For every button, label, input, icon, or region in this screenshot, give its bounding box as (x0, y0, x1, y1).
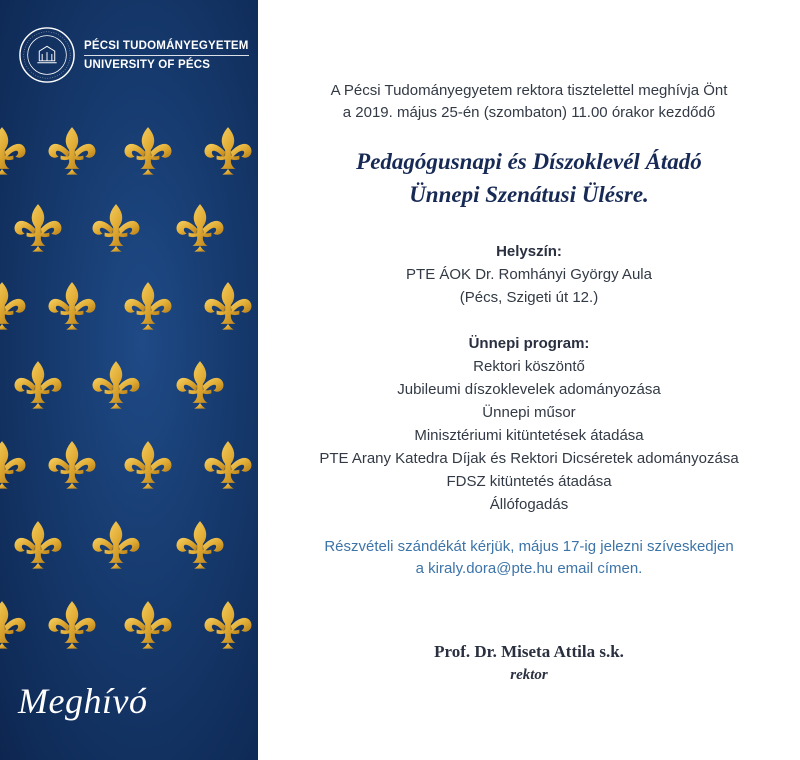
event-title-line-1: Pedagógusnapi és Díszoklevél Átadó (356, 149, 702, 174)
university-seal-icon (18, 26, 76, 84)
fleur-de-lis-icon (205, 601, 252, 649)
university-name-hu: PÉCSI TUDOMÁNYEGYETEM (84, 40, 249, 56)
signatory-name: Prof. Dr. Miseta Attila s.k. (434, 642, 624, 661)
intro-text (258, 80, 800, 124)
fleur-de-lis-icon (177, 521, 224, 569)
rsvp-suffix: email címen. (553, 560, 643, 577)
rsvp-line-1: Részvételi szándékát kérjük, május 17-ig jelezni szíveskedjen (324, 538, 734, 555)
signature-block (258, 640, 800, 686)
fleur-de-lis-icon (15, 361, 62, 409)
program-item: FDSZ kitüntetés átadása (446, 473, 612, 490)
program-item: Jubileumi díszoklevelek adományozása (397, 381, 661, 398)
fleur-de-lis-icon (49, 601, 96, 649)
fleur-de-lis-icon (15, 521, 62, 569)
program-heading: Ünnepi program: (468, 335, 590, 352)
fleur-de-lis-icon (0, 127, 25, 175)
rsvp-email-link[interactable]: kiraly.dora@pte.hu (428, 560, 554, 577)
fleur-de-lis-icon (93, 521, 140, 569)
fleur-de-lis-icon (49, 441, 96, 489)
intro-line-2: a 2019. május 25-én (szombaton) 11.00 órakor kezdődő (342, 104, 716, 121)
decorative-side-panel (0, 0, 258, 760)
rsvp-section (258, 536, 800, 580)
program-section (258, 332, 800, 516)
fleur-de-lis-icon (0, 441, 25, 489)
venue-heading: Helyszín: (496, 243, 562, 260)
program-item: Ünnepi műsor (482, 404, 576, 421)
fleur-de-lis-icon (49, 282, 96, 330)
fleur-de-lis-icon (0, 282, 25, 330)
program-item: Rektori köszöntő (473, 358, 585, 375)
program-item: Állófogadás (489, 496, 569, 513)
fleur-de-lis-icon (125, 601, 172, 649)
program-item: PTE Arany Katedra Díjak és Rektori Dicséretek adományozása (319, 450, 739, 467)
event-title (258, 145, 800, 211)
fleur-de-lis-icon (93, 204, 140, 252)
invitation-content (258, 0, 800, 760)
fleur-de-lis-pattern (0, 0, 258, 760)
fleur-de-lis-icon (93, 361, 140, 409)
rsvp-prefix: a (415, 560, 429, 577)
program-item: Minisztériumi kitüntetések átadása (414, 427, 644, 444)
fleur-de-lis-icon (0, 601, 25, 649)
university-name-en: UNIVERSITY OF PÉCS (84, 58, 211, 71)
venue-section (258, 240, 800, 309)
intro-line-1: A Pécsi Tudományegyetem rektora tisztelettel meghívja Önt (330, 82, 728, 99)
fleur-de-lis-icon (205, 441, 252, 489)
event-title-line-2: Ünnepi Szenátusi Ülésre. (409, 182, 649, 207)
fleur-de-lis-icon (205, 127, 252, 175)
university-logo (18, 26, 249, 84)
venue-line-2: (Pécs, Szigeti út 12.) (459, 289, 599, 306)
invitation-label: Meghívó (18, 681, 148, 721)
fleur-de-lis-icon (125, 441, 172, 489)
fleur-de-lis-icon (125, 127, 172, 175)
fleur-de-lis-icon (205, 282, 252, 330)
fleur-de-lis-icon (177, 204, 224, 252)
fleur-de-lis-icon (49, 127, 96, 175)
fleur-de-lis-icon (15, 204, 62, 252)
fleur-de-lis-icon (125, 282, 172, 330)
signatory-role: rektor (510, 667, 548, 683)
fleur-de-lis-icon (177, 361, 224, 409)
rsvp-line-2 (258, 558, 800, 580)
venue-line-1: PTE ÁOK Dr. Romhányi György Aula (406, 266, 652, 283)
